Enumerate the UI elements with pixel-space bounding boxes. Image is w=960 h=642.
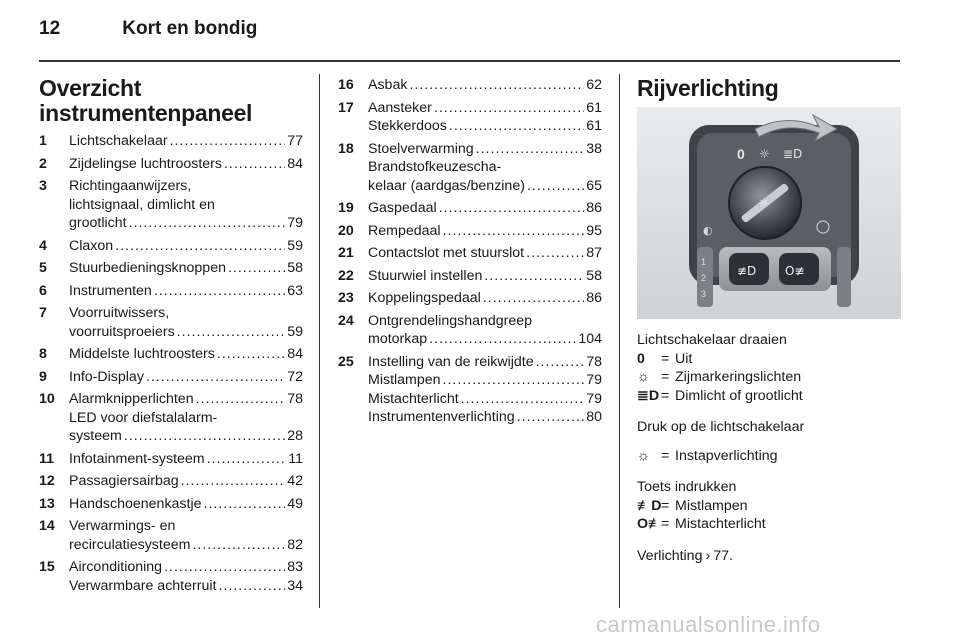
item-line <box>69 495 303 514</box>
legend-label: Zijmarkeringslichten <box>675 369 802 385</box>
item-page: 72 <box>287 368 303 385</box>
item-line <box>69 577 303 596</box>
item-entry <box>368 312 602 349</box>
item-page: 79 <box>586 390 602 407</box>
item-number: 21 <box>338 245 354 261</box>
item-line <box>69 517 303 536</box>
item-label: Instrumentenverlichting <box>368 409 515 425</box>
item-page: 78 <box>287 391 303 407</box>
overview-item <box>338 289 602 308</box>
legend-symbol-icon: ☼ <box>637 369 651 385</box>
item-entry <box>368 76 602 95</box>
item-page: 77 <box>287 133 303 149</box>
item-entry <box>69 472 303 491</box>
legend-label: Mistlampen <box>675 497 748 514</box>
item-entry <box>368 244 602 263</box>
item-number: 9 <box>39 368 47 385</box>
item-label: Koppelingspedaal <box>368 290 481 306</box>
item-label: Alarmknipperlichten <box>69 391 194 407</box>
dot-leader <box>146 368 285 387</box>
item-line <box>69 282 303 301</box>
dot-leader <box>484 267 584 286</box>
overview-item <box>338 99 602 136</box>
overview-item <box>39 368 303 387</box>
overview-item <box>338 244 602 263</box>
overview-item <box>338 353 602 427</box>
legend-label: Mistachterlicht <box>675 516 766 532</box>
legend-equals: = <box>661 369 670 385</box>
item-line <box>69 409 303 428</box>
item-page: 59 <box>287 237 303 254</box>
page-reference-arrow-icon: › <box>705 547 711 564</box>
item-entry <box>368 222 602 241</box>
overview-list-middle <box>338 76 602 427</box>
header-rule <box>39 60 900 62</box>
item-page: 63 <box>287 282 303 299</box>
front-fog-icon: ≢D <box>737 264 757 278</box>
dot-leader <box>217 345 285 364</box>
item-label: Voorruitwissers, <box>69 305 170 321</box>
item-page: 11 <box>288 450 303 467</box>
switch-off-label: 0 <box>737 146 745 162</box>
item-label: Handschoenenkastje <box>69 495 202 512</box>
item-page: 28 <box>287 428 303 444</box>
item-label: Stoelverwarming <box>368 140 474 157</box>
pull-text: Toets indrukken <box>637 479 737 495</box>
item-label: grootlicht <box>69 215 127 231</box>
rear-fog-icon: O≢ <box>785 264 805 278</box>
lighting-reference <box>637 547 901 566</box>
legend-equals: = <box>661 516 670 532</box>
item-line <box>69 155 303 174</box>
item-line <box>368 371 602 390</box>
item-line <box>69 368 303 387</box>
page-number: 12 <box>39 18 61 39</box>
item-label: Asbak <box>368 77 408 93</box>
interior-light-icon: ☼ <box>758 197 770 212</box>
dot-leader <box>224 155 285 174</box>
legend-row <box>637 350 901 369</box>
rotate-legend <box>637 350 901 406</box>
column-divider-2 <box>619 74 620 608</box>
dot-leader <box>204 495 286 514</box>
item-label: Passagiersairbag <box>69 473 179 489</box>
item-page: 95 <box>586 222 602 239</box>
overview-list-left <box>39 132 303 595</box>
item-entry <box>368 353 602 427</box>
item-entry <box>69 259 303 278</box>
dot-leader <box>196 390 286 409</box>
overview-heading: Overzicht instrumentenpaneel <box>39 75 253 126</box>
item-page: 58 <box>586 267 602 284</box>
item-line <box>368 222 602 241</box>
legend-label: Instapverlichting <box>675 447 778 464</box>
item-label: Claxon <box>69 237 114 254</box>
item-entry <box>69 450 303 469</box>
item-label: Infotainment-systeem <box>69 450 205 467</box>
item-label: Instrumenten <box>69 282 152 299</box>
item-label: recirculatiesysteem <box>69 536 191 553</box>
overview-item <box>39 259 303 278</box>
overview-item <box>39 558 303 595</box>
item-line <box>368 177 602 196</box>
item-number: 4 <box>39 237 47 254</box>
item-line <box>69 132 303 151</box>
dot-leader <box>527 177 584 196</box>
item-number: 24 <box>338 312 354 329</box>
legend-label: Dimlicht of grootlicht <box>675 387 803 404</box>
item-entry <box>69 558 303 595</box>
press-legend <box>637 447 901 466</box>
press-text: Druk op de lichtschakelaar <box>637 419 805 435</box>
item-page: 86 <box>586 290 602 306</box>
item-label: systeem <box>69 428 122 444</box>
item-line <box>69 390 303 409</box>
overview-item <box>39 390 303 446</box>
dot-leader <box>177 323 286 342</box>
pull-legend <box>637 497 901 534</box>
dot-leader <box>154 282 285 301</box>
item-label: Zijdelingse luchtroosters <box>69 155 222 172</box>
item-entry <box>69 282 303 301</box>
item-line <box>69 450 303 469</box>
item-label: LED voor diefstalalarm- <box>69 409 218 426</box>
item-line <box>368 76 602 95</box>
item-number: 23 <box>338 290 354 306</box>
item-line <box>69 472 303 491</box>
lighting-heading: Rijverlichting <box>637 75 779 101</box>
item-label: lichtsignaal, dimlicht en <box>69 196 215 213</box>
item-number: 8 <box>39 346 47 362</box>
item-line <box>368 244 602 263</box>
item-page: 49 <box>287 495 303 512</box>
item-number: 10 <box>39 391 55 407</box>
light-switch-illustration <box>637 107 901 319</box>
item-label: Verwarmings- en <box>69 518 176 534</box>
item-line <box>69 345 303 364</box>
item-number: 11 <box>39 450 54 467</box>
overview-item <box>338 140 602 196</box>
overview-item <box>338 199 602 218</box>
item-entry <box>69 345 303 364</box>
overview-column-middle <box>338 76 602 431</box>
item-label: Middelste luchtroosters <box>69 346 215 362</box>
item-line <box>368 267 602 286</box>
overview-item <box>338 267 602 286</box>
legend-equals: = <box>661 350 670 367</box>
dot-leader <box>449 117 584 136</box>
item-line <box>69 259 303 278</box>
legend-row <box>637 387 901 406</box>
light-switch-photo <box>637 107 901 319</box>
dot-leader <box>115 237 285 256</box>
item-line <box>69 536 303 555</box>
item-entry <box>69 177 303 233</box>
item-number: 16 <box>338 77 354 93</box>
dot-leader <box>439 199 585 218</box>
item-line <box>368 408 602 427</box>
overview-column-left <box>39 76 303 599</box>
dot-leader <box>409 76 584 95</box>
column-divider-1 <box>319 74 320 608</box>
item-line <box>368 140 602 159</box>
item-number: 13 <box>39 495 55 512</box>
dipped-beam-icon: ≣D <box>783 147 803 161</box>
dot-leader <box>443 371 585 390</box>
item-page: 80 <box>586 409 602 425</box>
item-page: 78 <box>586 353 602 370</box>
thumbwheel-label-2: 2 <box>701 273 707 283</box>
overview-item <box>338 312 602 349</box>
legend-equals: = <box>661 497 670 514</box>
item-line <box>69 237 303 256</box>
item-line <box>69 323 303 342</box>
item-label: motorkap <box>368 331 428 347</box>
dot-leader <box>181 472 286 491</box>
item-line <box>69 214 303 233</box>
legend-symbol-icon: ≣D <box>637 387 660 404</box>
page-header <box>39 18 257 40</box>
page-title: Kort en bondig <box>122 18 258 39</box>
item-entry <box>368 267 602 286</box>
item-page: 58 <box>287 260 303 276</box>
item-number: 14 <box>39 518 55 534</box>
item-page: 84 <box>287 155 303 172</box>
item-label: Airconditioning <box>69 559 163 575</box>
lighting-column <box>637 76 901 565</box>
dot-leader <box>517 408 585 427</box>
dot-leader <box>192 536 285 555</box>
watermark: carmanualsonline.info <box>596 612 821 637</box>
item-number: 20 <box>338 222 354 239</box>
dot-leader <box>124 427 285 446</box>
item-page: 87 <box>586 245 602 261</box>
item-label: Info-Display <box>69 368 144 385</box>
item-line <box>368 199 602 218</box>
legend-label: Uit <box>675 350 693 367</box>
legend-row <box>637 515 901 534</box>
overview-item <box>39 495 303 514</box>
item-line <box>69 177 303 196</box>
item-page: 83 <box>287 559 303 575</box>
dot-leader <box>164 558 285 577</box>
item-label: Gaspedaal <box>368 200 437 216</box>
item-label: Instelling van de reikwijdte <box>368 353 534 370</box>
item-page: 42 <box>287 473 303 489</box>
overview-item <box>39 450 303 469</box>
rotate-caption: Lichtschakelaar draaien <box>637 332 787 348</box>
reference-text: Verlichting <box>637 547 703 564</box>
item-line <box>368 289 602 308</box>
item-entry <box>69 237 303 256</box>
reference-page: 77. <box>713 547 733 564</box>
legend-row <box>637 447 901 466</box>
item-line <box>368 330 602 349</box>
overview-item <box>39 177 303 233</box>
dimmer-thumbwheel <box>837 247 851 307</box>
dot-leader <box>476 140 585 159</box>
dot-leader <box>526 244 584 263</box>
item-label: Stekkerdoos <box>368 118 447 134</box>
item-page: 62 <box>586 77 602 93</box>
overview-item <box>39 282 303 301</box>
item-number: 2 <box>39 155 47 172</box>
item-line <box>368 312 602 331</box>
item-entry <box>69 304 303 341</box>
item-number: 1 <box>39 133 47 149</box>
item-entry <box>69 155 303 174</box>
dot-leader <box>218 577 285 596</box>
item-page: 79 <box>586 372 602 388</box>
item-number: 17 <box>338 99 354 116</box>
item-entry <box>69 390 303 446</box>
item-number: 25 <box>338 353 354 370</box>
item-label: Richtingaanwijzers, <box>69 178 192 194</box>
item-page: 84 <box>287 346 303 362</box>
item-page: 61 <box>586 99 602 116</box>
legend-equals: = <box>661 447 670 464</box>
item-label: Ontgrendelingshandgreep <box>368 312 533 329</box>
dot-leader <box>129 214 286 233</box>
dot-leader <box>207 450 287 469</box>
headlight-range-icon: ◐ <box>703 224 713 237</box>
item-line <box>69 304 303 323</box>
item-line <box>368 390 602 409</box>
item-entry <box>368 199 602 218</box>
item-page: 86 <box>586 200 602 216</box>
item-number: 5 <box>39 260 47 276</box>
overview-item <box>39 517 303 554</box>
item-number: 3 <box>39 178 47 194</box>
item-label: Stuurwiel instellen <box>368 267 483 284</box>
item-line <box>69 427 303 446</box>
item-page: 61 <box>586 118 602 134</box>
item-entry <box>69 495 303 514</box>
thumbwheel-label-1: 1 <box>701 257 707 267</box>
overview-item <box>338 222 602 241</box>
dot-leader <box>170 132 286 151</box>
legend-symbol-icon: 0 <box>637 350 645 367</box>
overview-item <box>39 304 303 341</box>
item-label: Stuurbedieningsknoppen <box>69 260 226 276</box>
item-page: 104 <box>578 331 602 347</box>
item-page: 34 <box>287 577 303 594</box>
item-entry <box>368 289 602 308</box>
dot-leader <box>443 222 585 241</box>
item-line <box>368 117 602 136</box>
item-page: 79 <box>287 215 303 231</box>
overview-item <box>39 237 303 256</box>
item-entry <box>69 517 303 554</box>
item-number: 18 <box>338 140 354 157</box>
item-label: Mistlampen <box>368 372 441 388</box>
item-label: Brandstofkeuzescha- <box>368 159 502 175</box>
item-line <box>69 196 303 215</box>
dot-leader <box>536 353 585 372</box>
item-label: Aansteker <box>368 99 432 116</box>
overview-item <box>338 76 602 95</box>
overview-item <box>39 345 303 364</box>
legend-symbol-icon: ≢D <box>637 497 662 514</box>
item-line <box>368 99 602 118</box>
item-label: Rempedaal <box>368 222 441 239</box>
side-light-icon: ☼ <box>759 147 770 161</box>
dot-leader <box>434 99 584 118</box>
item-page: 59 <box>287 323 303 340</box>
legend-symbol-icon: ☼ <box>637 447 651 464</box>
item-page: 65 <box>586 177 602 194</box>
item-label: Mistachterlicht <box>368 390 459 407</box>
item-entry <box>69 368 303 387</box>
overview-item <box>39 472 303 491</box>
item-line <box>368 158 602 177</box>
item-entry <box>368 140 602 196</box>
thumbwheel-label-3: 3 <box>701 289 707 299</box>
item-number: 6 <box>39 282 47 299</box>
legend-row <box>637 368 901 387</box>
overview-item <box>39 132 303 151</box>
dot-leader <box>461 390 585 409</box>
item-number: 12 <box>39 473 55 489</box>
legend-equals: = <box>661 387 670 404</box>
item-label: Contactslot met stuurslot <box>368 245 525 261</box>
item-label: Verwarmbare achterruit <box>69 577 217 594</box>
dot-leader <box>483 289 584 308</box>
item-page: 82 <box>287 536 303 553</box>
dot-leader <box>429 330 576 349</box>
item-number: 22 <box>338 267 354 284</box>
item-line <box>69 558 303 577</box>
item-label: Lichtschakelaar <box>69 133 168 149</box>
item-number: 15 <box>39 559 55 575</box>
legend-row <box>637 497 901 516</box>
item-label: voorruitsproeiers <box>69 323 175 340</box>
overview-item <box>39 155 303 174</box>
item-line <box>368 353 602 372</box>
item-entry <box>69 132 303 151</box>
legend-symbol-icon: O≢ <box>637 516 663 532</box>
item-number: 19 <box>338 200 354 216</box>
item-page: 38 <box>586 140 602 157</box>
item-number: 7 <box>39 305 47 321</box>
item-label: kelaar (aardgas/benzine) <box>368 177 525 194</box>
item-entry <box>368 99 602 136</box>
dot-leader <box>228 259 285 278</box>
